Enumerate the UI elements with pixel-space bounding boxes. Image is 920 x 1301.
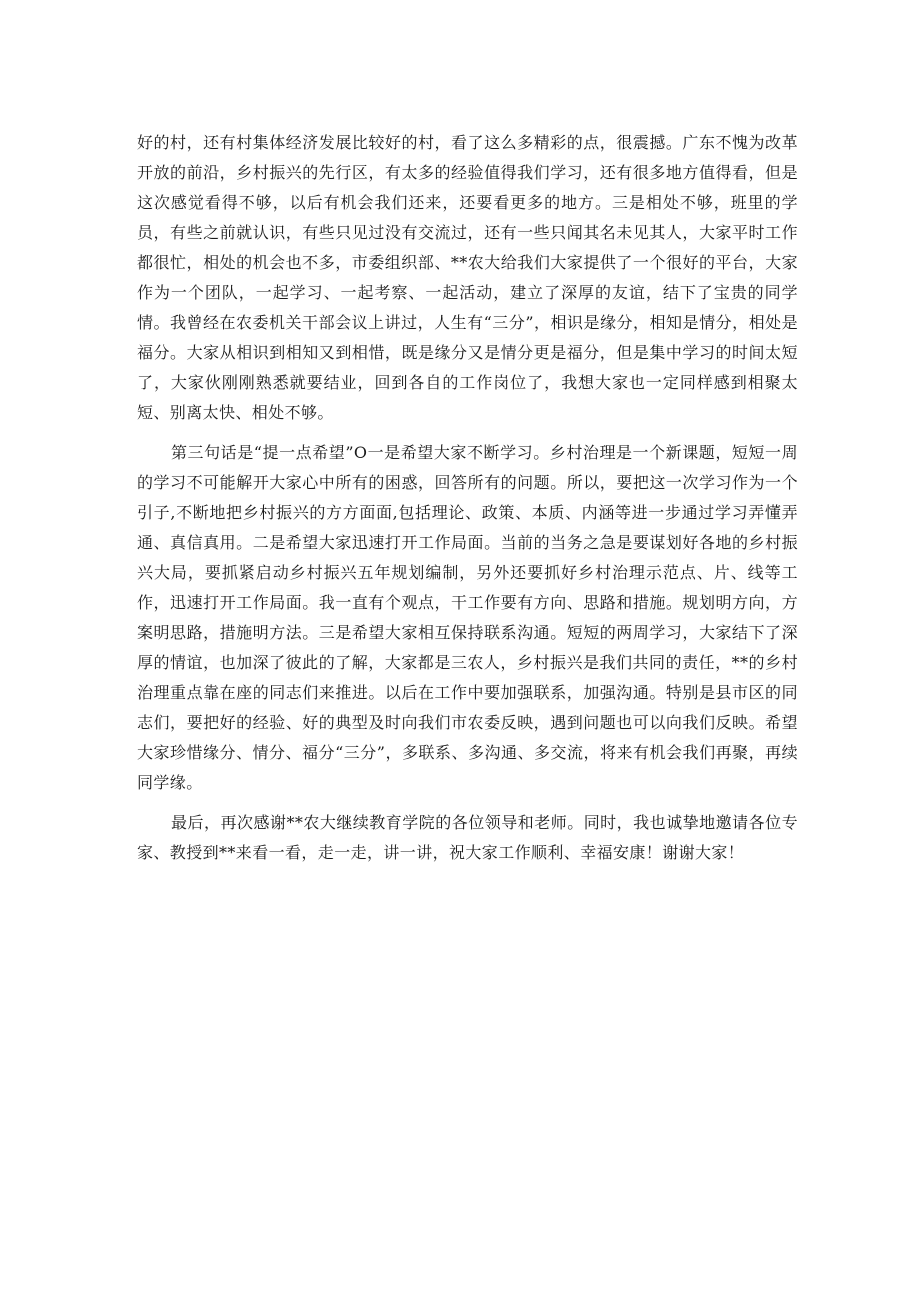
body-paragraph-3: 最后，再次感谢**农大继续教育学院的各位领导和老师。同时，我也诚挚地邀请各位专家、教授到**来看一看，走一走，讲一讲，祝大家工作顺利、幸福安康！谢谢大家！: [137, 813, 798, 862]
document-body: [137, 128, 798, 878]
body-paragraph-2: 第三句话是“提一点希望”O一是希望大家不断学习。乡村治理是一个新课题，短短一周的学习不可能解开大家心中所有的困惑，回答所有的问题。所以，要把这一次学习作为一个引子,不断地把乡村振兴的方方面面,包括理论、政策、本质、内涵等进一步通过学习弄懂弄通、真信真用。二是希望大家迅速打开工作局面。当前的当务之急是要谋划好各地的乡村振兴大局，要抓紧启动乡村振兴五年规划编制，另外还要抓好乡村治理示范点、片、线等工作，迅速打开工作局面。我一直有个观点，干工作要有方向、思路和措施。规划明方向，方案明思路，措施明方法。三是希望大家相互保持联系沟通。短短的两周学习，大家结下了深厚的情谊，也加深了彼此的了解，大家都是三农人，乡村振兴是我们共同的责任，**的乡村治理重点靠在座的同志们来推进。以后在工作中要加强联系，加强沟通。特别是县市区的同志们，要把好的经验、好的典型及时向我们市农委反映，遇到问题也可以向我们反映。希望大家珍惜缘分、情分、福分“三分”，多联系、多沟通、多交流，将来有机会我们再聚，再续同学缘。: [137, 443, 798, 792]
body-paragraph-1: 好的村，还有村集体经济发展比较好的村，看了这么多精彩的点，很震撼。广东不愧为改革开放的前沿，乡村振兴的先行区，有太多的经验值得我们学习，还有很多地方值得看，但是这次感觉看得不够，以后有机会我们还来，还要看更多的地方。三是相处不够，班里的学员，有些之前就认识，有些只见过没有交流过，还有一些只闻其名未见其人，大家平时工作都很忙，相处的机会也不多，市委组织部、**农大给我们大家提供了一个很好的平台，大家作为一个团队，一起学习、一起考察、一起活动，建立了深厚的友谊，结下了宝贵的同学情。我曾经在农委机关干部会议上讲过，人生有“三分”，相识是缘分，相知是情分，相处是福分。大家从相识到相知又到相惜，既是缘分又是情分更是福分，但是集中学习的时间太短了，大家伙刚刚熟悉就要结业，回到各自的工作岗位了，我想大家也一定同样感到相聚太短、别离太快、相处不够。: [137, 133, 798, 422]
